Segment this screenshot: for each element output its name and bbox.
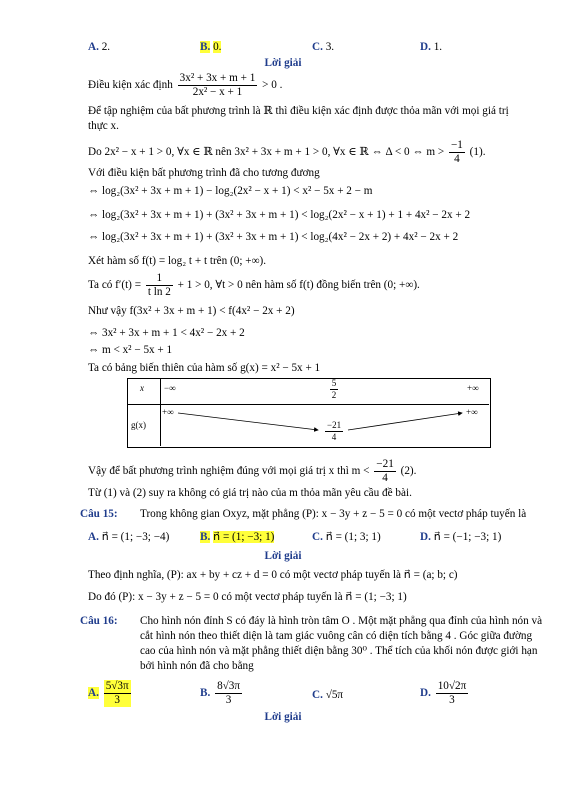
q15-label: Câu 15: <box>80 508 118 520</box>
q15-option-a: A. n⃗ = (1; −3; −4) <box>88 531 170 543</box>
q15-option-d: D. n⃗ = (−1; −3; 1) <box>420 531 502 543</box>
q16-option-d: D. $\frac{10√2\pi}{3}$ <box>420 680 467 706</box>
sol14-line5: Với điều kiện bất phương trình đã cho tương đương <box>88 167 320 179</box>
prev-answer-b: B. 0. <box>200 41 222 53</box>
sol14-line9: Xét hàm số f(t) = log₂ t + t trên (0; +∞). <box>88 255 267 267</box>
q16-text: Cho hình nón đỉnh S có đáy là hình tròn tâm O . Một mặt phẳng qua đỉnh của hình nón và cắt hình nón theo thiết diện là tam giác vuông cân có diện tích bằng 4 . Góc giữa đường cao của hình nón và mặt phẳng thiết diện bằng 30⁰ . Thể tích của khối nón được giới hạn bởi hình nón đã cho bằng <box>140 615 543 672</box>
prev-answer-c: C. 3. <box>312 41 335 53</box>
q15-text: Trong không gian Oxyz, mặt phẳng (P): x − 3y + z − 5 = 0 có một vectơ pháp tuyến là <box>140 508 527 520</box>
q16-option-c: C. √5π <box>312 689 344 701</box>
q16-option-b: B. $\frac{8√3\pi}{3}$ <box>200 680 241 706</box>
table-x-label: x <box>140 383 144 393</box>
sol14-line14: Ta có bảng biến thiên của hàm số g(x) = x² − 5x + 1 <box>88 362 321 374</box>
sol14-line8: ⇔ log₂(3x² + 3x + m + 1) + (3x² + 3x + m + 1) < log₂(4x² − 2x + 2) + 4x² − 2x + 2 <box>88 231 459 243</box>
prev-answer-a: A. 2. <box>88 41 111 53</box>
table-g-label: g(x) <box>131 420 146 430</box>
increasing-arrow <box>348 413 462 430</box>
sol14-line6: ⇔ log₂(3x² + 3x + m + 1) − log₂(2x² − x + 1) < x² − 5x + 2 − m <box>88 185 373 197</box>
table-g-min: $\frac{-21}{4}$ <box>327 420 342 442</box>
q15-solution-heading: Lời giải <box>264 550 302 562</box>
q15-sol2: Do đó (P): x − 3y + z − 5 = 0 có một vectơ pháp tuyến là n⃗ = (1; −3; 1) <box>88 591 407 603</box>
solution-heading: Lời giải <box>264 57 302 69</box>
q15-option-b: B. n⃗ = (1; −3; 1) <box>200 531 275 543</box>
q16-option-a: A. $\frac{5√3\pi}{3}$ <box>88 680 129 706</box>
table-x-right: +∞ <box>467 383 479 393</box>
sol14-line11: Như vậy f(3x² + 3x + m + 1) < f(4x² − 2x + 2) <box>88 305 295 317</box>
sol14-line16: Từ (1) và (2) suy ra không có giá trị nào của m thỏa mãn yêu cầu đề bài. <box>88 487 412 499</box>
table-x-mid: $\frac{5}{2}$ <box>331 378 337 400</box>
q16-label: Câu 16: <box>80 615 118 627</box>
sol14-line7: ⇔ log₂(3x² + 3x + m + 1) + (3x² + 3x + m + 1) < log₂(2x² − x + 1) + 1 + 4x² − 2x + 2 <box>88 209 471 221</box>
sol14-line4: Do 2x² − x + 1 > 0, ∀x ∈ ℝ nên 3x² + 3x + m + 1 > 0, ∀x ∈ ℝ ⇔ Δ < 0 ⇔ m > $\frac{-1}{4}$ (1). <box>88 139 486 165</box>
q16-solution-heading: Lời giải <box>264 711 302 723</box>
q15-option-c: C. n⃗ = (1; 3; 1) <box>312 531 381 543</box>
sol14-condition: Điều kiện xác định $\frac{\text{3x² + 3x + m + 1}}{\text{2x² − x + 1}}$ > 0 . <box>88 72 283 98</box>
sol14-line2: Để tập nghiệm của bất phương trình là ℝ thì điều kiện xác định được thỏa mãn với mọi giá trị <box>88 105 509 117</box>
decreasing-arrow <box>178 413 318 430</box>
prev-answer-d: D. 1. <box>420 41 443 53</box>
sol14-line12: ⇔ 3x² + 3x + m + 1 < 4x² − 2x + 2 <box>88 327 245 339</box>
sol14-line13: ⇔ m < x² − 5x + 1 <box>88 344 173 356</box>
sol14-line3: thực x. <box>88 120 119 132</box>
table-g-right: +∞ <box>466 407 478 417</box>
table-g-left: +∞ <box>162 407 174 417</box>
table-x-left: −∞ <box>164 383 176 393</box>
q15-sol1: Theo định nghĩa, (P): ax + by + cz + d = 0 có một vectơ pháp tuyến là n⃗ = (a; b; c) <box>88 569 458 581</box>
sol14-line15: Vậy để bất phương trình nghiệm đúng với mọi giá trị x thì m < $\frac{-21}{4}$ (2). <box>88 458 417 484</box>
sol14-line10: Ta có f′(t) = $\frac{1}{\text{t ln 2}}$ + 1 > 0, ∀t > 0 nên hàm số f(t) đồng biến trên (0; +∞). <box>88 272 420 298</box>
